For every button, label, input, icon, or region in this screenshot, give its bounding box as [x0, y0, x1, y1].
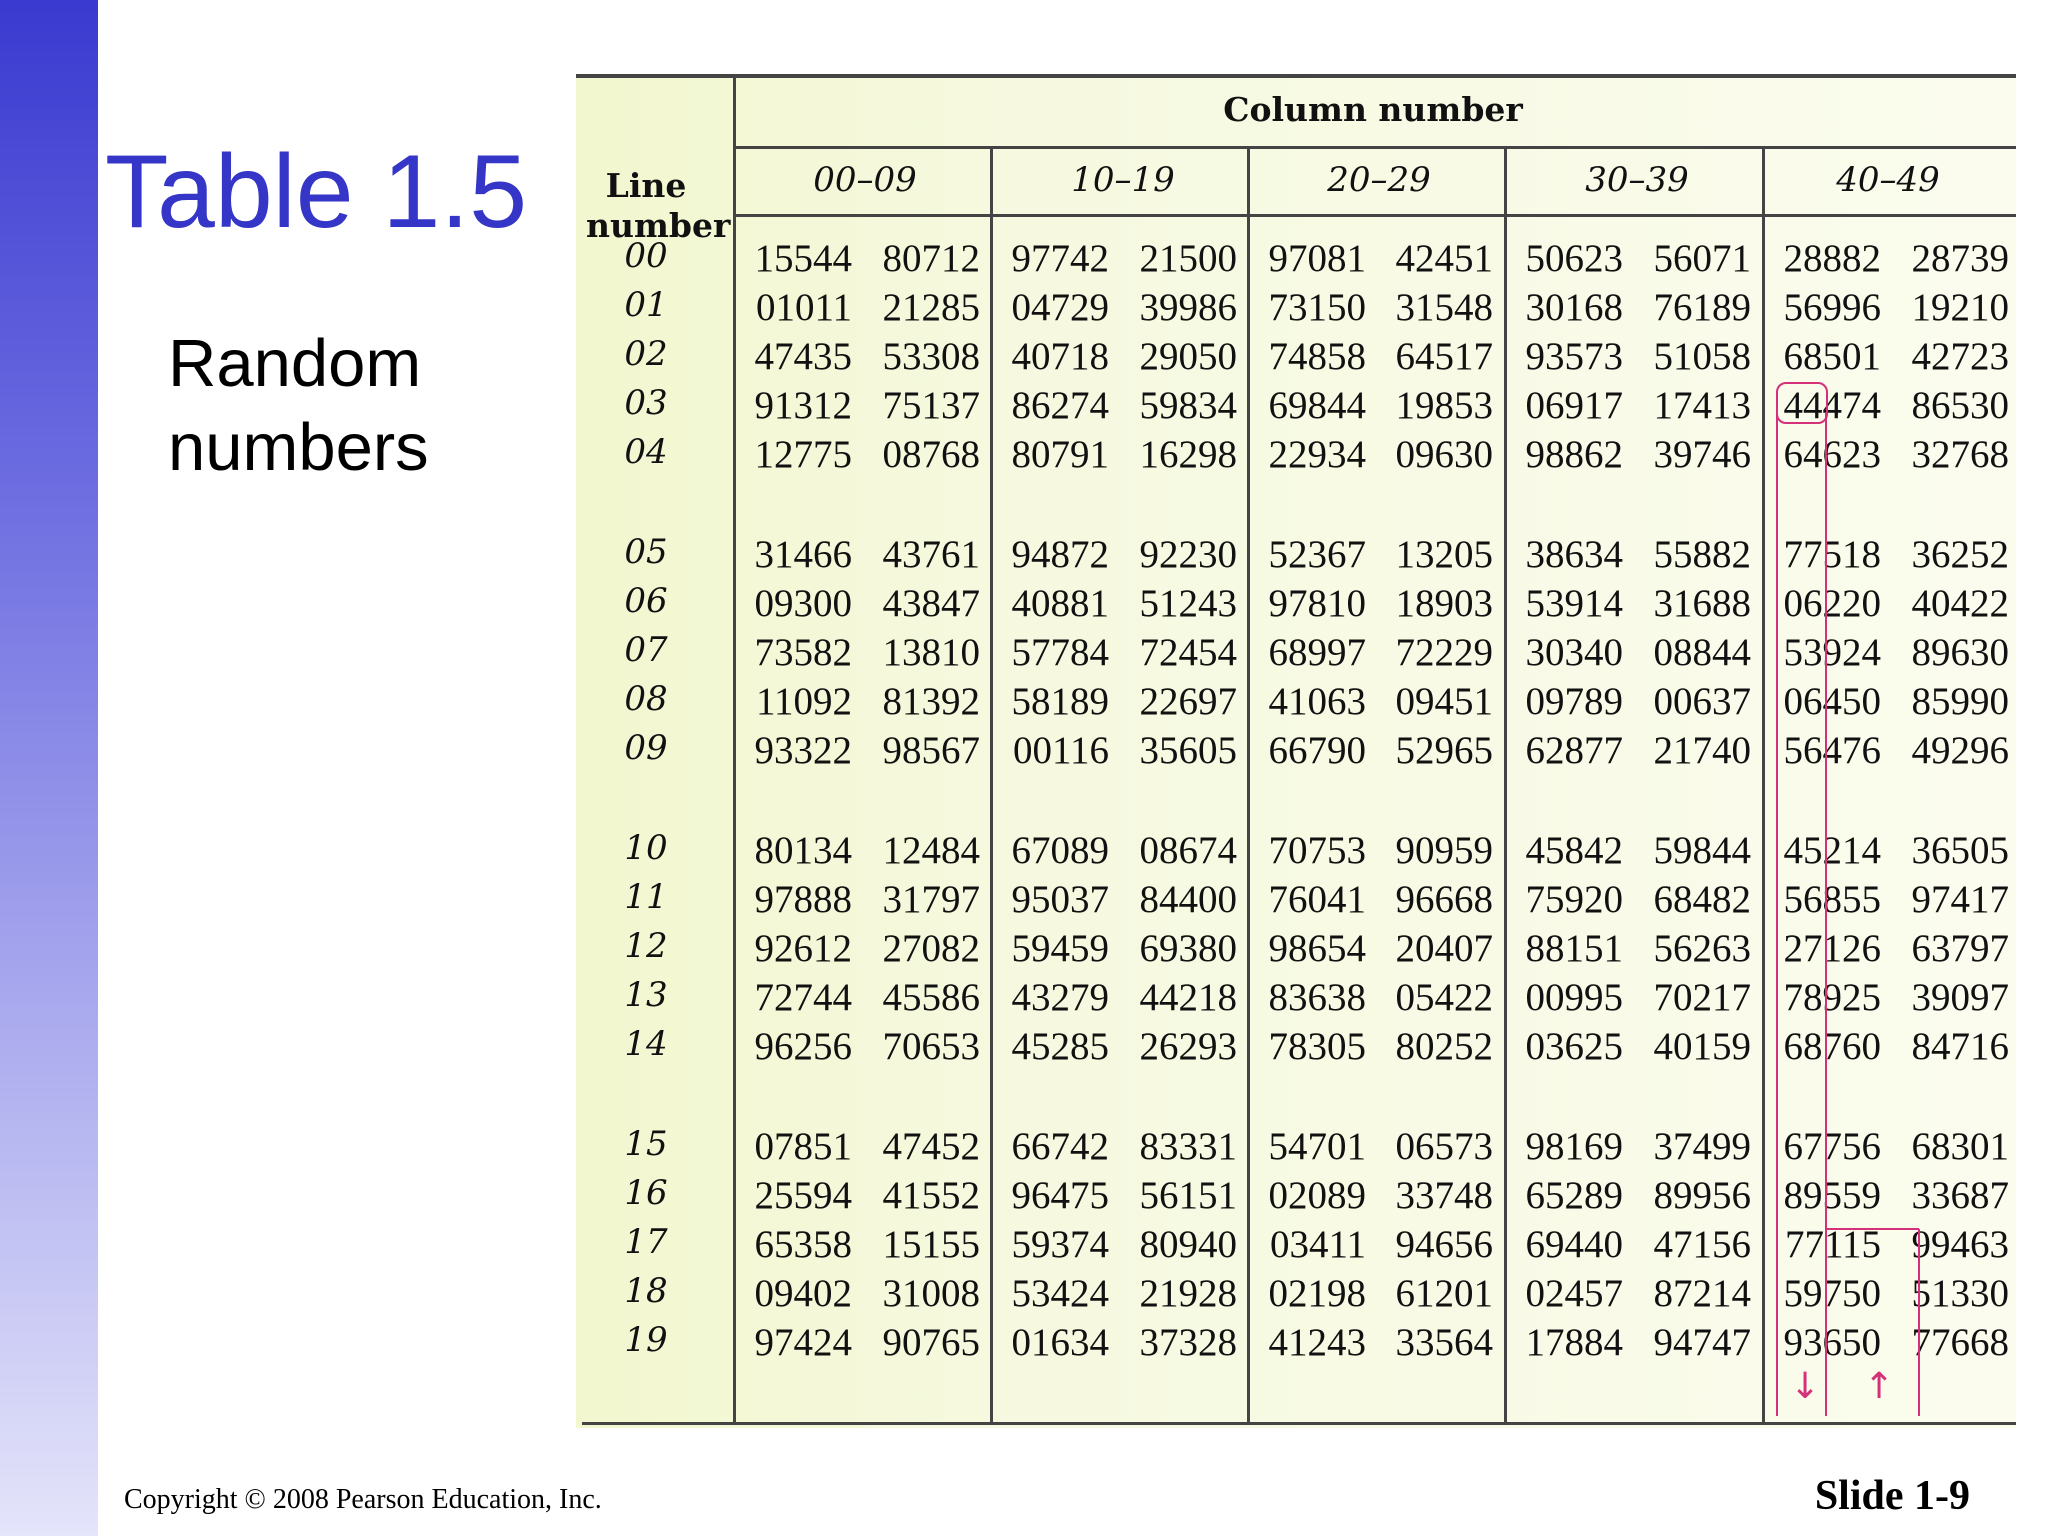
- table-cell: 91312: [754, 384, 852, 427]
- table-cell: 56263: [1653, 927, 1751, 970]
- table-cell: 02198: [1268, 1272, 1366, 1315]
- table-cell: 51330: [1911, 1272, 2009, 1315]
- table-cell: 56855: [1783, 878, 1881, 921]
- table-cell: 98862: [1525, 433, 1623, 476]
- table-cell: 47435: [754, 335, 852, 378]
- table-cell: 12484: [882, 829, 980, 872]
- table-cell: 94656: [1395, 1223, 1493, 1266]
- line-number: 18: [624, 1271, 668, 1311]
- table-cell: 49296: [1911, 729, 2009, 772]
- line-number: 03: [624, 383, 668, 423]
- table-cell: 81392: [882, 680, 980, 723]
- table-cell: 86274: [1011, 384, 1109, 427]
- slide-title: Table 1.5: [105, 134, 528, 250]
- table-cell: 06450: [1783, 680, 1881, 723]
- table-cell: 97742: [1011, 237, 1109, 280]
- table-cell: 80252: [1395, 1025, 1493, 1068]
- table-cell: 94872: [1011, 533, 1109, 576]
- line-number: 17: [624, 1222, 668, 1262]
- table-cell: 33564: [1395, 1321, 1493, 1364]
- table-cell: 56996: [1783, 286, 1881, 329]
- column-divider: [733, 78, 736, 1422]
- table-cell: 44474: [1783, 384, 1881, 427]
- table-cell: 78925: [1783, 976, 1881, 1019]
- table-cell: 77115: [1784, 1223, 1881, 1266]
- table-cell: 69380: [1139, 927, 1237, 970]
- table-cell: 94747: [1653, 1321, 1751, 1364]
- table-cell: 27082: [882, 927, 980, 970]
- table-cell: 59844: [1653, 829, 1751, 872]
- table-cell: 90959: [1395, 829, 1493, 872]
- table-cell: 59834: [1139, 384, 1237, 427]
- table-cell: 22934: [1268, 433, 1366, 476]
- table-cell: 51058: [1653, 335, 1751, 378]
- table-cell: 97888: [754, 878, 852, 921]
- table-cell: 97424: [754, 1321, 852, 1364]
- line-number: 11: [624, 877, 668, 917]
- copyright-notice: Copyright © 2008 Pearson Education, Inc.: [124, 1484, 602, 1515]
- table-cell: 92612: [754, 927, 852, 970]
- table-cell: 33687: [1911, 1174, 2009, 1217]
- table-cell: 37499: [1653, 1125, 1751, 1168]
- table-cell: 45214: [1783, 829, 1881, 872]
- table-cell: 87214: [1653, 1272, 1751, 1315]
- table-cell: 42723: [1911, 335, 2009, 378]
- table-cell: 84716: [1911, 1025, 2009, 1068]
- line-number: 14: [624, 1024, 668, 1064]
- table-cell: 43847: [882, 582, 980, 625]
- table-cell: 64623: [1783, 433, 1881, 476]
- table-cell: 97081: [1268, 237, 1366, 280]
- table-cell: 67756: [1783, 1125, 1881, 1168]
- table-cell: 80134: [754, 829, 852, 872]
- table-cell: 45285: [1011, 1025, 1109, 1068]
- slide-number: Slide 1-9: [1814, 1473, 1970, 1519]
- table-cell: 06917: [1525, 384, 1623, 427]
- table-cell: 42451: [1395, 237, 1493, 280]
- table-cell: 32768: [1911, 433, 2009, 476]
- table-cell: 65289: [1525, 1174, 1623, 1217]
- table-cell: 21500: [1139, 237, 1237, 280]
- table-cell: 36252: [1911, 533, 2009, 576]
- table-cell: 72454: [1139, 631, 1237, 674]
- table-cell: 41063: [1268, 680, 1366, 723]
- column-number-header: Column number: [1223, 90, 1523, 129]
- line-number: 12: [624, 926, 668, 966]
- table-cell: 09402: [754, 1272, 852, 1315]
- table-cell: 65358: [754, 1223, 852, 1266]
- table-cell: 00995: [1525, 976, 1623, 1019]
- table-cell: 92230: [1139, 533, 1237, 576]
- table-cell: 86530: [1911, 384, 2009, 427]
- table-cell: 96256: [754, 1025, 852, 1068]
- table-cell: 47452: [882, 1125, 980, 1168]
- table-cell: 61201: [1395, 1272, 1493, 1315]
- table-cell: 80791: [1011, 433, 1109, 476]
- table-cell: 68301: [1911, 1125, 2009, 1168]
- table-cell: 17884: [1525, 1321, 1623, 1364]
- table-cell: 62877: [1525, 729, 1623, 772]
- column-divider: [1247, 146, 1250, 1422]
- table-cell: 08674: [1139, 829, 1237, 872]
- table-cell: 73582: [754, 631, 852, 674]
- table-cell: 77668: [1911, 1321, 2009, 1364]
- table-cell: 45842: [1525, 829, 1623, 872]
- table-cell: 50623: [1525, 237, 1623, 280]
- table-cell: 18903: [1395, 582, 1493, 625]
- arrow-up-icon: ↑: [1864, 1366, 1895, 1407]
- table-cell: 70217: [1653, 976, 1751, 1019]
- table-cell: 03625: [1525, 1025, 1623, 1068]
- table-cell: 75137: [882, 384, 980, 427]
- table-cell: 97810: [1268, 582, 1366, 625]
- table-cell: 98654: [1268, 927, 1366, 970]
- table-cell: 43761: [882, 533, 980, 576]
- table-cell: 53308: [882, 335, 980, 378]
- table-cell: 35605: [1139, 729, 1237, 772]
- table-cell: 98567: [882, 729, 980, 772]
- table-cell: 39097: [1911, 976, 2009, 1019]
- table-cell: 25594: [754, 1174, 852, 1217]
- line-number: 19: [624, 1320, 668, 1360]
- table-cell: 31548: [1395, 286, 1493, 329]
- table-cell: 51243: [1139, 582, 1237, 625]
- table-cell: 72744: [754, 976, 852, 1019]
- table-cell: 43279: [1011, 976, 1109, 1019]
- table-cell: 09300: [754, 582, 852, 625]
- table-cell: 40422: [1911, 582, 2009, 625]
- table-cell: 44218: [1139, 976, 1237, 1019]
- table-cell: 58189: [1011, 680, 1109, 723]
- slide-sidebar-bar: [0, 0, 98, 1536]
- table-cell: 69440: [1525, 1223, 1623, 1266]
- table-cell: 59374: [1011, 1223, 1109, 1266]
- table-cell: 95037: [1011, 878, 1109, 921]
- column-group-header: 10–19: [1071, 160, 1175, 200]
- table-cell: 41243: [1268, 1321, 1366, 1364]
- table-cell: 73150: [1268, 286, 1366, 329]
- table-cell: 29050: [1139, 335, 1237, 378]
- table-cell: 40881: [1011, 582, 1109, 625]
- table-cell: 47156: [1653, 1223, 1751, 1266]
- random-numbers-table: [576, 74, 2016, 1428]
- table-cell: 06220: [1783, 582, 1881, 625]
- table-cell: 31688: [1653, 582, 1751, 625]
- table-cell: 28739: [1911, 237, 2009, 280]
- table-cell: 28882: [1783, 237, 1881, 280]
- table-cell: 38634: [1525, 533, 1623, 576]
- table-cell: 09451: [1395, 680, 1493, 723]
- table-cell: 17413: [1653, 384, 1751, 427]
- line-number: 05: [624, 532, 668, 572]
- table-cell: 54701: [1268, 1125, 1366, 1168]
- column-group-header: 40–49: [1836, 160, 1940, 200]
- table-cell: 01634: [1011, 1321, 1109, 1364]
- table-cell: 93573: [1525, 335, 1623, 378]
- table-cell: 05422: [1395, 976, 1493, 1019]
- table-cell: 80712: [882, 237, 980, 280]
- table-cell: 53924: [1783, 631, 1881, 674]
- table-cell: 59459: [1011, 927, 1109, 970]
- table-cell: 31008: [882, 1272, 980, 1315]
- table-cell: 08768: [882, 433, 980, 476]
- line-number: 07: [624, 630, 668, 670]
- header-bottom-rule: [733, 214, 2016, 217]
- table-grid: [576, 78, 2016, 1428]
- table-cell: 67089: [1011, 829, 1109, 872]
- table-cell: 76041: [1268, 878, 1366, 921]
- line-number: 15: [624, 1124, 668, 1164]
- column-divider: [1504, 146, 1507, 1422]
- table-cell: 03411: [1269, 1223, 1366, 1266]
- table-cell: 12775: [754, 433, 852, 476]
- table-cell: 55882: [1653, 533, 1751, 576]
- table-cell: 70753: [1268, 829, 1366, 872]
- line-number: 01: [624, 285, 668, 325]
- table-cell: 21928: [1139, 1272, 1237, 1315]
- table-cell: 01011: [755, 286, 852, 329]
- table-cell: 90765: [882, 1321, 980, 1364]
- table-cell: 56476: [1783, 729, 1881, 772]
- table-cell: 27126: [1783, 927, 1881, 970]
- table-cell: 66790: [1268, 729, 1366, 772]
- table-cell: 77518: [1783, 533, 1881, 576]
- table-cell: 52367: [1268, 533, 1366, 576]
- column-group-header: 20–29: [1327, 160, 1431, 200]
- table-cell: 00116: [1012, 729, 1109, 772]
- table-cell: 06573: [1395, 1125, 1493, 1168]
- table-cell: 52965: [1395, 729, 1493, 772]
- table-cell: 64517: [1395, 335, 1493, 378]
- table-cell: 39986: [1139, 286, 1237, 329]
- table-cell: 78305: [1268, 1025, 1366, 1068]
- table-cell: 89956: [1653, 1174, 1751, 1217]
- table-cell: 68760: [1783, 1025, 1881, 1068]
- table-bottom-rule: [582, 1422, 2016, 1425]
- table-cell: 83638: [1268, 976, 1366, 1019]
- slide-subtitle: Random numbers: [168, 326, 429, 485]
- table-cell: 11092: [755, 680, 852, 723]
- table-cell: 31466: [754, 533, 852, 576]
- table-cell: 96475: [1011, 1174, 1109, 1217]
- table-cell: 07851: [754, 1125, 852, 1168]
- column-header-rule: [733, 146, 2016, 149]
- line-number: 00: [624, 236, 668, 276]
- table-cell: 19210: [1911, 286, 2009, 329]
- table-cell: 56071: [1653, 237, 1751, 280]
- table-cell: 98169: [1525, 1125, 1623, 1168]
- table-cell: 57784: [1011, 631, 1109, 674]
- table-cell: 15544: [754, 237, 852, 280]
- table-cell: 21285: [882, 286, 980, 329]
- table-cell: 89630: [1911, 631, 2009, 674]
- arrow-down-icon: ↓: [1790, 1366, 1821, 1407]
- table-cell: 68482: [1653, 878, 1751, 921]
- table-cell: 09789: [1525, 680, 1623, 723]
- table-cell: 39746: [1653, 433, 1751, 476]
- table-cell: 02457: [1525, 1272, 1623, 1315]
- table-cell: 04729: [1011, 286, 1109, 329]
- table-cell: 56151: [1139, 1174, 1237, 1217]
- table-cell: 45586: [882, 976, 980, 1019]
- table-cell: 72229: [1395, 631, 1493, 674]
- table-cell: 66742: [1011, 1125, 1109, 1168]
- line-number: 08: [624, 679, 668, 719]
- column-divider: [1762, 146, 1765, 1422]
- line-number: 16: [624, 1173, 668, 1213]
- table-cell: 19853: [1395, 384, 1493, 427]
- table-cell: 40159: [1653, 1025, 1751, 1068]
- table-cell: 37328: [1139, 1321, 1237, 1364]
- table-cell: 26293: [1139, 1025, 1237, 1068]
- column-divider: [990, 146, 993, 1422]
- table-cell: 59750: [1783, 1272, 1881, 1315]
- table-cell: 15155: [882, 1223, 980, 1266]
- table-cell: 21740: [1653, 729, 1751, 772]
- line-number-header: Line number: [586, 166, 731, 245]
- table-cell: 30340: [1525, 631, 1623, 674]
- table-cell: 13810: [882, 631, 980, 674]
- table-cell: 99463: [1911, 1223, 2009, 1266]
- table-cell: 41552: [882, 1174, 980, 1217]
- table-cell: 02089: [1268, 1174, 1366, 1217]
- column-group-header: 30–39: [1585, 160, 1689, 200]
- table-cell: 93322: [754, 729, 852, 772]
- table-cell: 08844: [1653, 631, 1751, 674]
- table-cell: 20407: [1395, 927, 1493, 970]
- table-cell: 76189: [1653, 286, 1751, 329]
- table-cell: 33748: [1395, 1174, 1493, 1217]
- table-cell: 36505: [1911, 829, 2009, 872]
- line-number: 09: [624, 728, 668, 768]
- table-cell: 00637: [1653, 680, 1751, 723]
- table-cell: 16298: [1139, 433, 1237, 476]
- table-cell: 85990: [1911, 680, 2009, 723]
- table-cell: 69844: [1268, 384, 1366, 427]
- table-cell: 89559: [1783, 1174, 1881, 1217]
- table-cell: 96668: [1395, 878, 1493, 921]
- line-number: 13: [624, 975, 668, 1015]
- line-number: 10: [624, 828, 668, 868]
- table-cell: 84400: [1139, 878, 1237, 921]
- table-cell: 75920: [1525, 878, 1623, 921]
- column-group-header: 00–09: [813, 160, 917, 200]
- table-cell: 97417: [1911, 878, 2009, 921]
- table-cell: 83331: [1139, 1125, 1237, 1168]
- table-cell: 74858: [1268, 335, 1366, 378]
- table-cell: 22697: [1139, 680, 1237, 723]
- table-cell: 31797: [882, 878, 980, 921]
- line-number: 04: [624, 432, 668, 472]
- table-cell: 09630: [1395, 433, 1493, 476]
- table-cell: 93650: [1783, 1321, 1881, 1364]
- line-number: 06: [624, 581, 668, 621]
- table-cell: 30168: [1525, 286, 1623, 329]
- table-cell: 63797: [1911, 927, 2009, 970]
- table-cell: 68501: [1783, 335, 1881, 378]
- table-cell: 53914: [1525, 582, 1623, 625]
- table-cell: 68997: [1268, 631, 1366, 674]
- table-cell: 88151: [1525, 927, 1623, 970]
- table-cell: 40718: [1011, 335, 1109, 378]
- table-cell: 13205: [1395, 533, 1493, 576]
- table-cell: 70653: [882, 1025, 980, 1068]
- table-cell: 80940: [1139, 1223, 1237, 1266]
- line-number: 02: [624, 334, 668, 374]
- table-cell: 53424: [1011, 1272, 1109, 1315]
